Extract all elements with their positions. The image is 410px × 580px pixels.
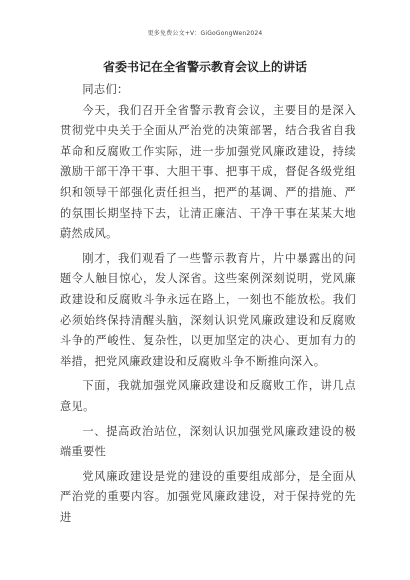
header-note: 更多免费公文+V：GiGoGongWen2024 — [147, 30, 263, 37]
paragraph-transition: 下面，我就加强党风廉政建设和反腐败工作，讲几点意见。 — [60, 379, 356, 413]
section-heading-1: 一、提高政治站位，深刻认识加强党风廉政建设的极端重要性 — [60, 424, 356, 459]
document-body — [60, 80, 356, 528]
salutation: 同志们： — [82, 83, 129, 96]
page-title: 省委书记在全省警示教育会议上的讲话 — [102, 60, 307, 74]
paragraph-warning-film: 刚才，我们观看了一些警示教育片，片中暴露出的问题令人触目惊心，发人深省。这些案例深刻说明，党风廉政建设和反腐败斗争永远在路上，一刻也不能放松。我们必须始终保持清醒头脑，深刻认识党风廉政建设和反腐败斗争的严峻性、复杂性，以更加坚定的决心、更加有力的举措，把党风廉政建设和反腐败斗争不断推向深入。 — [60, 251, 356, 368]
paragraph-opening: 今天，我们召开全省警示教育会议，主要目的是深入贯彻党中央关于全面从严治党的决策部署，结合我省自我革命和反腐败工作实际，进一步加强党风廉政建设，持续激励干部干净干事、大胆干事、把事干成，督促各级党组织和领导干部强化责任担当，把严的基调、严的措施、严的氛围长期坚持下去，让清正廉洁、干净干事在某某大地蔚然成风。 — [60, 103, 356, 241]
paragraph-section-1: 党风廉政建设是党的建设的重要组成部分，是全面从严治党的重要内容。加强党风廉政建设，对于保持党的先进 — [60, 469, 356, 524]
